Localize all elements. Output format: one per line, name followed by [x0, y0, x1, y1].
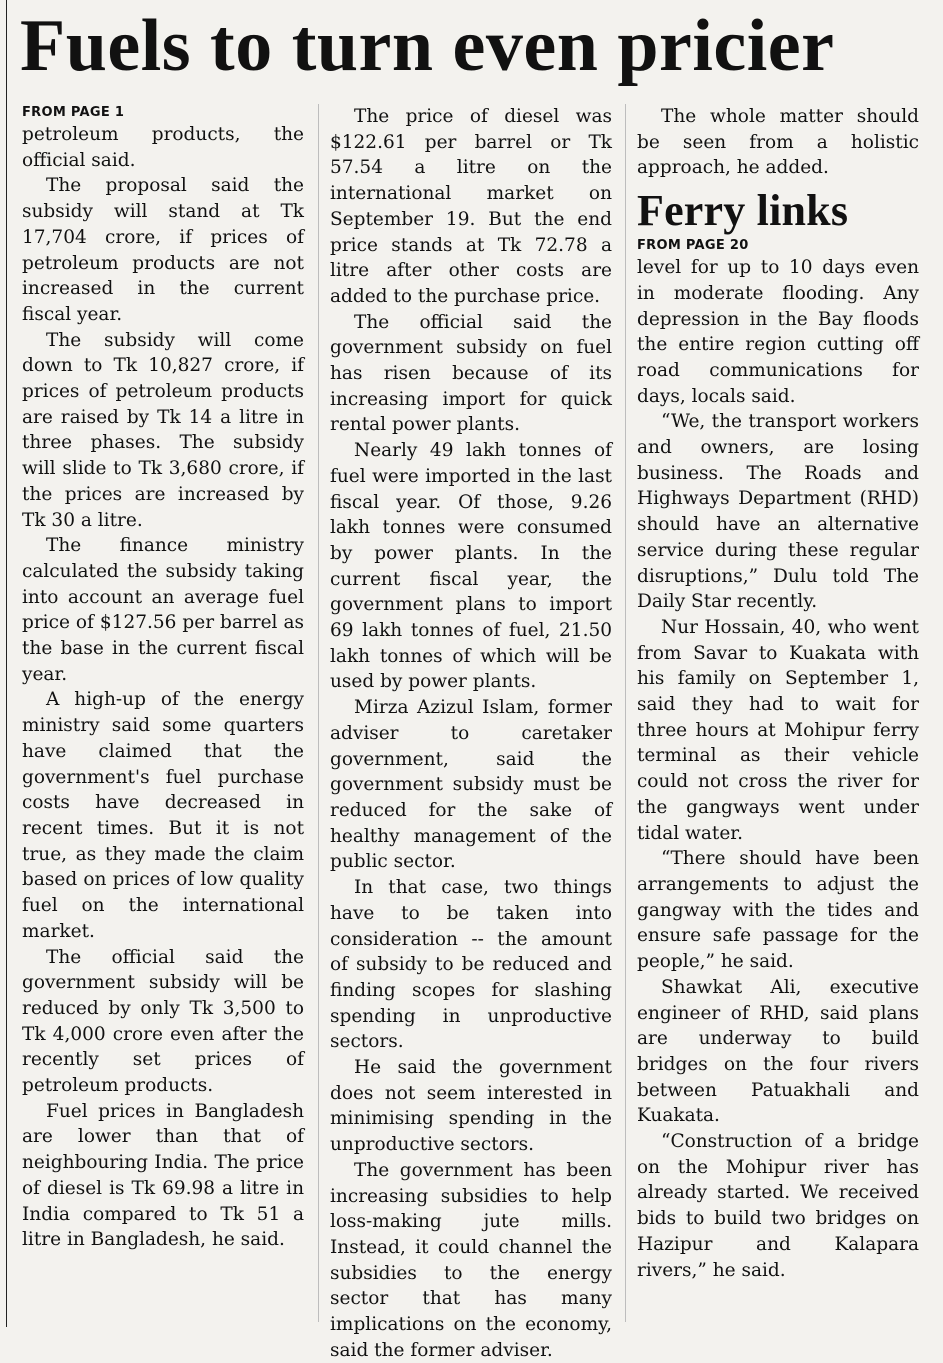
continued-from-label: FROM PAGE 1	[22, 105, 125, 120]
paragraph: Nearly 49 lakh tonnes of fuel were imported in the last fiscal year. Of those, 9.26 lakh tonnes were consumed by power plants. In the current fiscal year, the government plans to import 69 lakh tonnes of fuel, 21.50 lakh tonnes of which will be used by power plants.	[330, 440, 612, 693]
column-3	[637, 104, 919, 1324]
paragraph: The price of diesel was $122.61 per barrel or Tk 57.54 a litre on the international market on September 19. But the end price stands at Tk 72.78 a litre after other costs are added to the purchase price.	[330, 106, 612, 307]
paragraph: Fuel prices in Bangladesh are lower than that of neighbouring India. The price of diesel is Tk 69.98 a litre in India compared to Tk 51 a litre in Bangladesh, he said.	[22, 1100, 304, 1251]
paragraph: The finance ministry calculated the subsidy taking into account an average fuel price of $127.56 per barrel as the base in the current fiscal year.	[22, 535, 304, 685]
column-rule	[6, 0, 7, 1327]
paragraph: The subsidy will come down to Tk 10,827 crore, if prices of petroleum products are raised by Tk 14 a litre in three phases. The subsidy will slide to Tk 3,680 crore, if the prices are increased by Tk 30 a litre.	[22, 329, 304, 531]
continued-from-label: FROM PAGE 20	[637, 238, 749, 254]
paragraph: The government has been increasing subsidies to help loss-making jute mills. Instead, it could channel the subsidies to the energy sector that has many implications on the economy, said the former adviser.	[330, 1159, 612, 1361]
paragraph: level for up to 10 days even in moderate flooding. Any depression in the Bay floods the entire region cutting off road communications for days, locals said.	[637, 257, 919, 407]
paragraph: The whole matter should be seen from a holistic approach, he added.	[637, 106, 919, 179]
paragraph: petroleum products, the official said.	[22, 124, 304, 171]
column-divider	[318, 104, 319, 1322]
paragraph: The proposal said the subsidy will stand at Tk 17,704 crore, if prices of petroleum products are not increased in the current fiscal year.	[22, 175, 304, 325]
paragraph: He said the government does not seem interested in minimising spending in the unproductive sectors.	[330, 1057, 612, 1156]
column-divider	[625, 104, 626, 1322]
headline: Fuels to turn even pricier	[20, 5, 835, 87]
paragraph: “There should have been arrangements to adjust the gangway with the tides and ensure safe passage for the people,” he said.	[637, 848, 919, 973]
paragraph: “Construction of a bridge on the Mohipur river has already started. We received bids to build two bridges on Hazipur and Kalapara rivers,” he said.	[637, 1131, 919, 1281]
paragraph: Nur Hossain, 40, who went from Savar to Kuakata with his family on September 1, said they had to wait for three hours at Mohipur ferry terminal as their vehicle could not cross the river for the gangways went under tidal water.	[637, 616, 919, 844]
paragraph: “We, the transport workers and owners, are losing business. The Roads and Highways Department (RHD) should have an alternative service during these regular disruptions,” Dulu told The Daily Star recently.	[637, 411, 919, 613]
paragraph: The official said the government subsidy on fuel has risen because of its increasing import for quick rental power plants.	[330, 311, 612, 436]
paragraph: The official said the government subsidy will be reduced by only Tk 3,500 to Tk 4,000 crore even after the recently set prices of petroleum products.	[22, 946, 304, 1097]
column-2	[330, 104, 612, 1361]
paragraph: A high-up of the energy ministry said some quarters have claimed that the government's fuel purchase costs have decreased in recent times. But it is not true, as they made the claim based on prices of low quality fuel on the international market.	[22, 689, 304, 942]
paragraph: Shawkat Ali, executive engineer of RHD, said plans are underway to build bridges on the four rivers between Patuakhali and Kuakata.	[637, 976, 919, 1127]
column-1	[22, 104, 304, 1324]
paragraph: Mirza Azizul Islam, former adviser to caretaker government, said the government subsidy must be reduced for the sake of healthy management of the public sector.	[330, 697, 612, 873]
subheadline: Ferry links	[637, 186, 849, 236]
paragraph: In that case, two things have to be taken into consideration -- the amount of subsidy to be reduced and finding scopes for slashing spending in unproductive sectors.	[330, 877, 612, 1053]
